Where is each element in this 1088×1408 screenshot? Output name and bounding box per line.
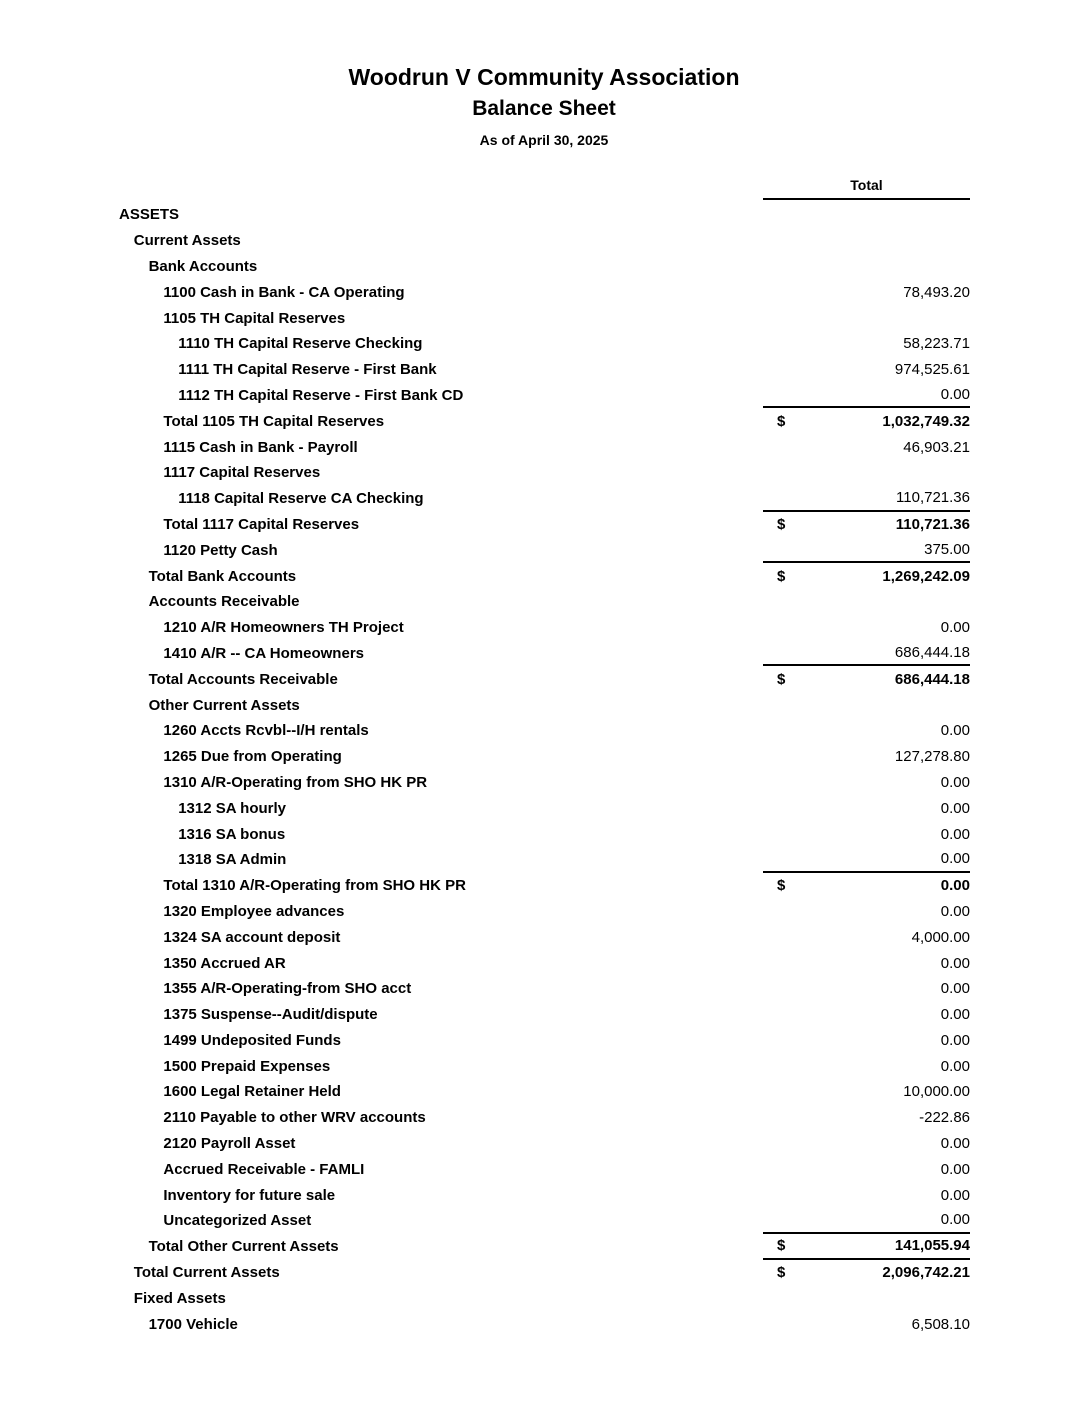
account-label: 1375 Suspense--Audit/dispute (163, 1006, 378, 1024)
amount-value: 46,903.21 (903, 438, 970, 456)
currency-symbol: $ (777, 567, 786, 585)
amount-cell (763, 1156, 970, 1182)
amount-cell (763, 873, 970, 899)
account-row (0, 641, 1088, 667)
account-label: Uncategorized Asset (163, 1212, 312, 1230)
amount-value: 141,055.94 (894, 1237, 970, 1255)
amount-cell (763, 1079, 970, 1105)
account-label: Bank Accounts (148, 257, 258, 275)
account-label: Total Bank Accounts (148, 567, 297, 585)
account-label: 1265 Due from Operating (163, 748, 342, 766)
section-row (0, 460, 1088, 486)
account-row (0, 331, 1088, 357)
amount-cell (763, 666, 970, 692)
amount-cell (763, 408, 970, 434)
account-row (0, 847, 1088, 873)
amount-cell (763, 1028, 970, 1054)
account-label: Total Accounts Receivable (148, 670, 338, 688)
total-column-header: Total (763, 177, 970, 200)
account-row (0, 950, 1088, 976)
amount-cell (763, 228, 970, 254)
amount-value: 0.00 (940, 902, 970, 920)
account-label: Total Other Current Assets (148, 1238, 339, 1256)
amount-cell (763, 512, 970, 538)
amount-cell (763, 641, 970, 667)
section-row (0, 589, 1088, 615)
account-label: 1318 SA Admin (178, 851, 287, 869)
amount-cell (763, 847, 970, 873)
amount-cell (763, 383, 970, 409)
account-row (0, 821, 1088, 847)
amount-cell (763, 1105, 970, 1131)
amount-cell (763, 202, 970, 228)
amount-value: 0.00 (940, 1160, 970, 1178)
report-body (0, 202, 1088, 1337)
amount-cell (763, 950, 970, 976)
account-label: ASSETS (119, 206, 180, 224)
amount-cell (763, 1131, 970, 1157)
account-label: 1600 Legal Retainer Held (163, 1083, 341, 1101)
account-row (0, 486, 1088, 512)
account-label: Accrued Receivable - FAMLI (163, 1160, 365, 1178)
amount-cell (763, 1234, 970, 1260)
amount-value: 78,493.20 (903, 283, 970, 301)
column-header-row (0, 177, 1088, 200)
currency-symbol: $ (777, 670, 786, 688)
amount-value: 10,000.00 (903, 1083, 970, 1101)
amount-value: 110,721.36 (895, 515, 970, 533)
amount-cell (763, 744, 970, 770)
amount-cell (763, 254, 970, 280)
amount-value: 0.00 (940, 722, 970, 740)
amount-value: 0.00 (940, 954, 970, 972)
section-row (0, 305, 1088, 331)
amount-value: 686,444.18 (894, 670, 970, 688)
account-label: 1410 A/R -- CA Homeowners (163, 644, 364, 662)
amount-value: 375.00 (924, 540, 970, 558)
account-row (0, 383, 1088, 409)
account-row (0, 899, 1088, 925)
account-row (0, 1028, 1088, 1054)
account-label: 1310 A/R-Operating from SHO HK PR (163, 773, 428, 791)
amount-value: 0.00 (940, 773, 970, 791)
account-row (0, 1131, 1088, 1157)
company-name: Woodrun V Community Association (348, 64, 740, 90)
section-row (0, 692, 1088, 718)
amount-cell (763, 305, 970, 331)
amount-value: 1,032,749.32 (882, 412, 970, 430)
account-label: Accounts Receivable (148, 593, 300, 611)
account-row (0, 1002, 1088, 1028)
report-title: Balance Sheet (472, 97, 616, 120)
amount-value: 0.00 (940, 799, 970, 817)
total-row (0, 1234, 1088, 1260)
account-label: Total Current Assets (133, 1264, 280, 1282)
account-row (0, 770, 1088, 796)
account-label: Total 1117 Capital Reserves (163, 515, 360, 533)
total-row (0, 873, 1088, 899)
currency-symbol: $ (777, 1237, 786, 1255)
amount-value: 0.00 (940, 1057, 970, 1075)
amount-cell (763, 331, 970, 357)
amount-value: 4,000.00 (911, 928, 970, 946)
amount-cell (763, 1285, 970, 1311)
amount-value: 0.00 (940, 1211, 970, 1229)
amount-cell (763, 1260, 970, 1286)
account-row (0, 434, 1088, 460)
amount-cell (763, 486, 970, 512)
total-row (0, 512, 1088, 538)
account-row (0, 615, 1088, 641)
amount-cell (763, 795, 970, 821)
amount-cell (763, 357, 970, 383)
amount-cell (763, 1182, 970, 1208)
amount-value: 0.00 (940, 619, 970, 637)
account-row (0, 279, 1088, 305)
amount-cell (763, 537, 970, 563)
account-row (0, 744, 1088, 770)
account-label: 1500 Prepaid Expenses (163, 1057, 331, 1075)
account-row (0, 1105, 1088, 1131)
account-row (0, 357, 1088, 383)
section-row (0, 1285, 1088, 1311)
currency-symbol: $ (777, 1264, 786, 1282)
amount-value: 0.00 (940, 825, 970, 843)
account-row (0, 718, 1088, 744)
account-label: 1324 SA account deposit (163, 928, 341, 946)
account-label: 1100 Cash in Bank - CA Operating (163, 283, 405, 301)
account-label: 1700 Vehicle (148, 1315, 238, 1333)
amount-cell (763, 718, 970, 744)
account-row (0, 1311, 1088, 1337)
total-row (0, 408, 1088, 434)
amount-value: 1,269,242.09 (882, 567, 970, 585)
account-label: 1312 SA hourly (178, 799, 287, 817)
account-label: 1105 TH Capital Reserves (163, 309, 346, 327)
amount-value: -222.86 (919, 1109, 970, 1127)
account-label: 1112 TH Capital Reserve - First Bank CD (178, 386, 464, 404)
account-label: 1118 Capital Reserve CA Checking (178, 490, 424, 508)
total-row (0, 666, 1088, 692)
section-row (0, 228, 1088, 254)
amount-value: 127,278.80 (894, 748, 970, 766)
amount-cell (763, 770, 970, 796)
section-row (0, 254, 1088, 280)
amount-value: 974,525.61 (894, 361, 970, 379)
amount-value: 2,096,742.21 (882, 1264, 970, 1282)
account-row (0, 795, 1088, 821)
amount-value: 0.00 (940, 850, 970, 868)
amount-cell (763, 1311, 970, 1337)
amount-cell (763, 899, 970, 925)
account-row (0, 1208, 1088, 1234)
amount-value: 0.00 (940, 1186, 970, 1204)
account-label: 2110 Payable to other WRV accounts (163, 1109, 426, 1127)
account-label: 1316 SA bonus (178, 825, 286, 843)
amount-value: 6,508.10 (911, 1315, 970, 1333)
amount-value: 0.00 (940, 1006, 970, 1024)
amount-value: 686,444.18 (894, 643, 970, 661)
account-row (0, 1079, 1088, 1105)
account-label: 1260 Accts Rcvbl--I/H rentals (163, 722, 369, 740)
amount-cell (763, 924, 970, 950)
currency-symbol: $ (777, 877, 786, 895)
amount-value: 58,223.71 (903, 335, 970, 353)
section-row (0, 202, 1088, 228)
amount-cell (763, 589, 970, 615)
amount-cell (763, 563, 970, 589)
account-label: Fixed Assets (133, 1289, 226, 1307)
amount-cell (763, 821, 970, 847)
account-label: Other Current Assets (148, 696, 300, 714)
account-label: Current Assets (133, 232, 241, 250)
account-label: 1117 Capital Reserves (163, 464, 321, 482)
total-row (0, 563, 1088, 589)
account-row (0, 1053, 1088, 1079)
account-label: 1320 Employee advances (163, 902, 345, 920)
account-label: Total 1310 A/R-Operating from SHO HK PR (163, 877, 466, 895)
account-label: 1111 TH Capital Reserve - First Bank (178, 361, 437, 379)
document-header (0, 64, 1088, 149)
account-label: 1210 A/R Homeowners TH Project (163, 619, 404, 637)
amount-cell (763, 1053, 970, 1079)
account-label: 1355 A/R-Operating-from SHO acct (163, 980, 412, 998)
currency-symbol: $ (777, 412, 786, 430)
currency-symbol: $ (777, 515, 786, 533)
amount-cell (763, 1208, 970, 1234)
amount-cell (763, 1002, 970, 1028)
amount-cell (763, 692, 970, 718)
account-label: 1499 Undeposited Funds (163, 1031, 341, 1049)
amount-value: 0.00 (940, 1135, 970, 1153)
amount-cell (763, 434, 970, 460)
account-label: 1115 Cash in Bank - Payroll (163, 438, 358, 456)
amount-value: 0.00 (940, 385, 970, 403)
account-label: 1110 TH Capital Reserve Checking (178, 335, 423, 353)
total-row (0, 1260, 1088, 1286)
amount-cell (763, 976, 970, 1002)
account-row (0, 537, 1088, 563)
account-label: 2120 Payroll Asset (163, 1135, 296, 1153)
account-label: 1350 Accrued AR (163, 954, 286, 972)
account-row (0, 976, 1088, 1002)
account-label: Inventory for future sale (163, 1186, 336, 1204)
amount-value: 0.00 (940, 980, 970, 998)
account-row (0, 1182, 1088, 1208)
account-row (0, 924, 1088, 950)
amount-value: 0.00 (940, 1031, 970, 1049)
account-label: Total 1105 TH Capital Reserves (163, 412, 385, 430)
amount-cell (763, 615, 970, 641)
amount-cell (763, 460, 970, 486)
report-date: As of April 30, 2025 (479, 132, 609, 148)
account-row (0, 1156, 1088, 1182)
amount-value: 0.00 (940, 877, 970, 895)
amount-cell (763, 279, 970, 305)
amount-value: 110,721.36 (896, 489, 970, 507)
account-label: 1120 Petty Cash (163, 541, 278, 559)
